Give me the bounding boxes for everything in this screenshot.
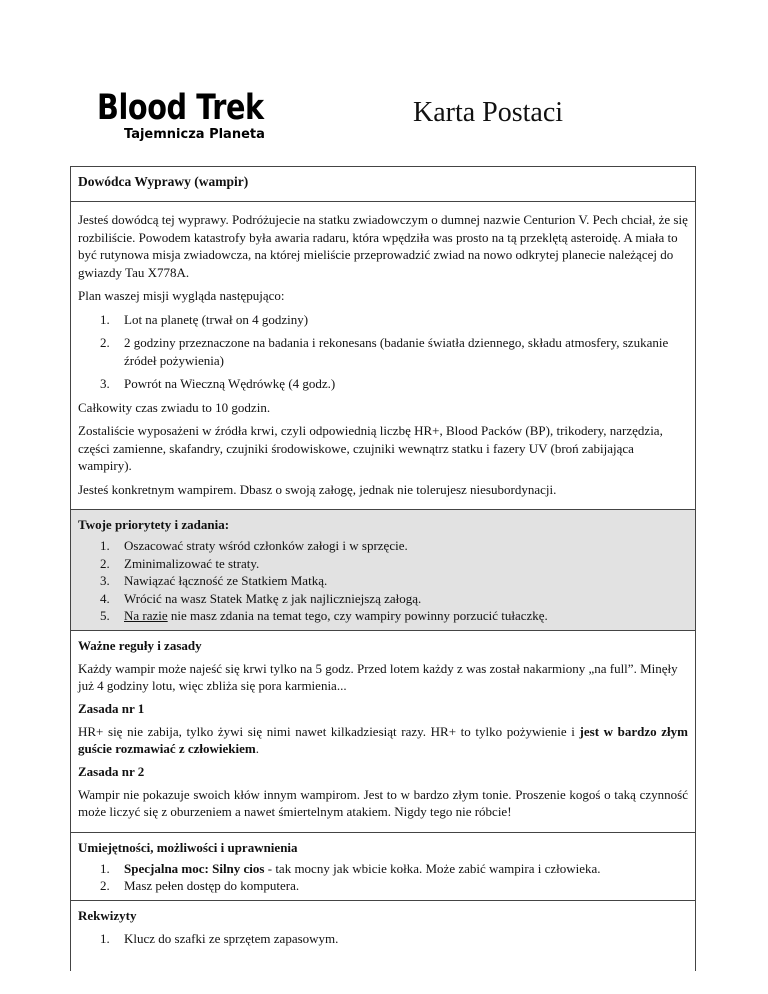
priorities-list: [78, 537, 688, 625]
role-intro: Jesteś dowódcą tej wyprawy. Podróżujecie na statku zwiadowczym o dumnej nazwie Centurion V. Pech chciał, że się rozbiliście. Powodem katastrofy była awaria radaru, która wpędziła was prosto na tą przeklętą asteroidę. A miała to być rutynowa misja zwiadowcza, na której mieliście przeprowadzić zwiad na nowo odkrytej planecie należącej do gwiazdy Tau X778A.: [78, 212, 688, 280]
list-item: 1. Oszacować straty wśród członków załogi i w sprzęcie.: [100, 538, 408, 553]
total-time: Całkowity czas zwiadu to 10 godzin.: [78, 399, 271, 415]
equipment-text: Zostaliście wyposażeni w źródła krwi, czyli odpowiednią liczbę HR+, Blood Packów (BP), trikodery, narzędzia, części zamienne, skafandry, czujniki środowiskowe, czujniki wewnątrz statku i fazery UV (broń zabijająca wampiry).: [78, 423, 663, 473]
character-sheet: [70, 166, 696, 971]
rules-intro: Każdy wampir może najeść się krwi tylko na 5 godz. Przed lotem każdy z was został nakarmiony „na full”. Minęły już 4 godziny lotu, więc zbliża się pora karmienia...: [78, 660, 678, 693]
skills-section: [71, 833, 695, 901]
list-item: 2. Masz pełen dostęp do komputera.: [100, 878, 300, 893]
logo-subtitle: Tajemnicza Planeta: [124, 127, 265, 142]
list-item: 4. Wrócić na wasz Statek Matkę z jak najliczniejszą załogą.: [100, 590, 422, 606]
list-item: 1. Lot na planetę (trwał on 4 godziny): [100, 311, 309, 327]
props-section: [71, 901, 695, 971]
props-list: [78, 930, 688, 948]
list-item: 1. Specjalna moc: Silny cios - tak mocny jak wbicie kołka. Może zabić wampira i człowieka.: [100, 860, 601, 876]
plan-intro: Plan waszej misji wygląda następująco:: [78, 288, 285, 303]
rule-2-text: Wampir nie pokazuje swoich kłów innym wampirom. Jest to w bardzo złym tonie. Proszenie kogoś o taką czynność może liczyć się z oburzeniem a nawet śmiertelnym atakiem. Nigdy tego nie róbcie!: [78, 786, 688, 819]
personality-text: Jesteś konkretnym wampirem. Dbasz o swoją załogę, jednak nie tolerujesz niesubordynacji.: [78, 481, 557, 497]
rule-1-text: HR+ się nie zabija, tylko żywi się nimi nawet kilkadziesiąt razy. HR+ to tylko pożywienie i jest w bardzo złym guście rozmawiać z człowiekiem.: [78, 723, 688, 756]
role-title: Dowódca Wyprawy (wampir): [78, 174, 249, 189]
priorities-section: [71, 510, 695, 631]
logo-title: Blood Trek: [97, 88, 264, 128]
rule-2-title: Zasada nr 2: [78, 763, 145, 779]
sheet-title: Karta Postaci: [413, 97, 564, 128]
skills-list: [78, 860, 688, 895]
priorities-title: Twoje priorytety i zadania:: [78, 517, 230, 532]
props-title: Rekwizyty: [78, 907, 137, 923]
blood-trek-logo: [97, 88, 287, 143]
list-item: 5. Na razie nie masz zdania na temat tego, czy wampiry powinny porzucić tułaczkę.: [100, 608, 548, 623]
list-item: 2. Zminimalizować te straty.: [100, 555, 260, 571]
list-item: 3. Nawiązać łączność ze Statkiem Matką.: [100, 573, 328, 588]
list-item: 1. Klucz do szafki ze sprzętem zapasowym.: [100, 930, 339, 946]
rules-title: Ważne reguły i zasady: [78, 637, 202, 653]
list-item: 3. Powrót na Wieczną Wędrówkę (4 godz.): [100, 376, 336, 391]
rule-1-title: Zasada nr 1: [78, 700, 145, 716]
role-description-section: [71, 202, 695, 510]
role-section-header: [71, 167, 695, 202]
rules-section: [71, 631, 695, 833]
mission-plan-list: [78, 311, 688, 393]
list-item: 2. 2 godziny przeznaczone na badania i rekonesans (badanie światła dziennego, składu atmosfery, szukanie źródeł pożywienia): [100, 335, 669, 368]
skills-title: Umiejętności, możliwości i uprawnienia: [78, 839, 298, 855]
